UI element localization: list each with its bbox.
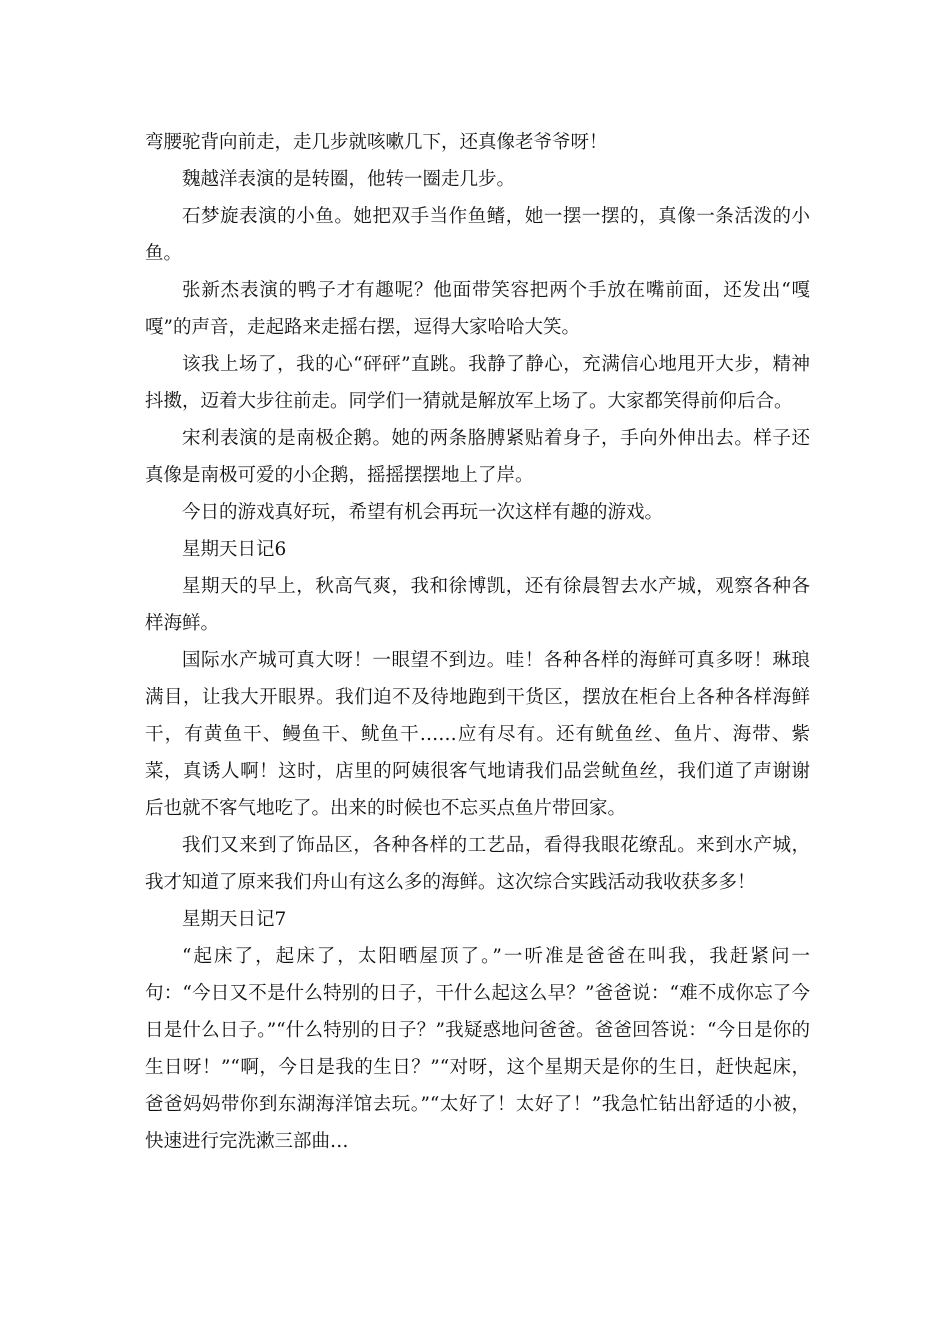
paragraph: 星期天的早上，秋高气爽，我和徐博凯，还有徐晨智去水产城，观察各种各样海鲜。 [145, 576, 810, 634]
paragraph: 今日的游戏真好玩，希望有机会再玩一次这样有趣的游戏。 [182, 502, 664, 523]
paragraph: 我们又来到了饰品区，各种各样的工艺品，看得我眼花缭乱。来到水产城，我才知道了原来我们舟山有这么多的海鲜。这次综合实践活动我收获多多！ [145, 835, 810, 893]
paragraph: 张新杰表演的鸭子才有趣呢？他面带笑容把两个手放在嘴前面，还发出“嘎嘎”的声音，走起路来走摇右摆，逗得大家哈哈大笑。 [145, 280, 810, 338]
document-body [145, 124, 810, 1160]
paragraph: “起床了，起床了，太阳晒屋顶了。”一听准是爸爸在叫我，我赶紧问一句：“今日又不是什么特别的日子，干什么起这么早？”爸爸说：“难不成你忘了今日是什么日子。”“什么特别的日子？”我疑惑地问爸爸。爸爸回答说：“今日是你的生日呀！”“啊，今日是我的生日？”“对呀，这个星期天是你的生日，赶快起床，爸爸妈妈带你到东湖海洋馆去玩。”“太好了！太好了！”我急忙钻出舒适的小被，快速进行完洗漱三部曲… [145, 946, 810, 1152]
paragraph: 魏越洋表演的是转圈，他转一圈走几步。 [182, 169, 516, 190]
paragraph: 宋利表演的是南极企鹅。她的两条胳膊紧贴着身子，手向外伸出去。样子还真像是南极可爱的小企鹅，摇摇摆摆地上了岸。 [145, 428, 810, 486]
section-heading: 星期天日记7 [182, 909, 287, 930]
paragraph: 弯腰驼背向前走，走几步就咳嗽几下，还真像老爷爷呀！ [145, 132, 608, 153]
paragraph: 国际水产城可真大呀！一眼望不到边。哇！各种各样的海鲜可真多呀！琳琅满目，让我大开眼界。我们迫不及待地跑到干货区，摆放在柜台上各种各样海鲜干，有黄鱼干、鳗鱼干、鱿鱼干……应有尽有。还有鱿鱼丝、鱼片、海带、紫菜，真诱人啊！这时，店里的阿姨很客气地请我们品尝鱿鱼丝，我们道了声谢谢后也就不客气地吃了。出来的时候也不忘买点鱼片带回家。 [145, 650, 810, 819]
paragraph: 石梦旋表演的小鱼。她把双手当作鱼鳍，她一摆一摆的，真像一条活泼的小鱼。 [145, 206, 810, 264]
paragraph: 该我上场了，我的心“砰砰”直跳。我静了静心，充满信心地甩开大步，精神抖擞，迈着大步往前走。同学们一猜就是解放军上场了。大家都笑得前仰后合。 [145, 354, 810, 412]
section-heading: 星期天日记6 [182, 539, 287, 560]
